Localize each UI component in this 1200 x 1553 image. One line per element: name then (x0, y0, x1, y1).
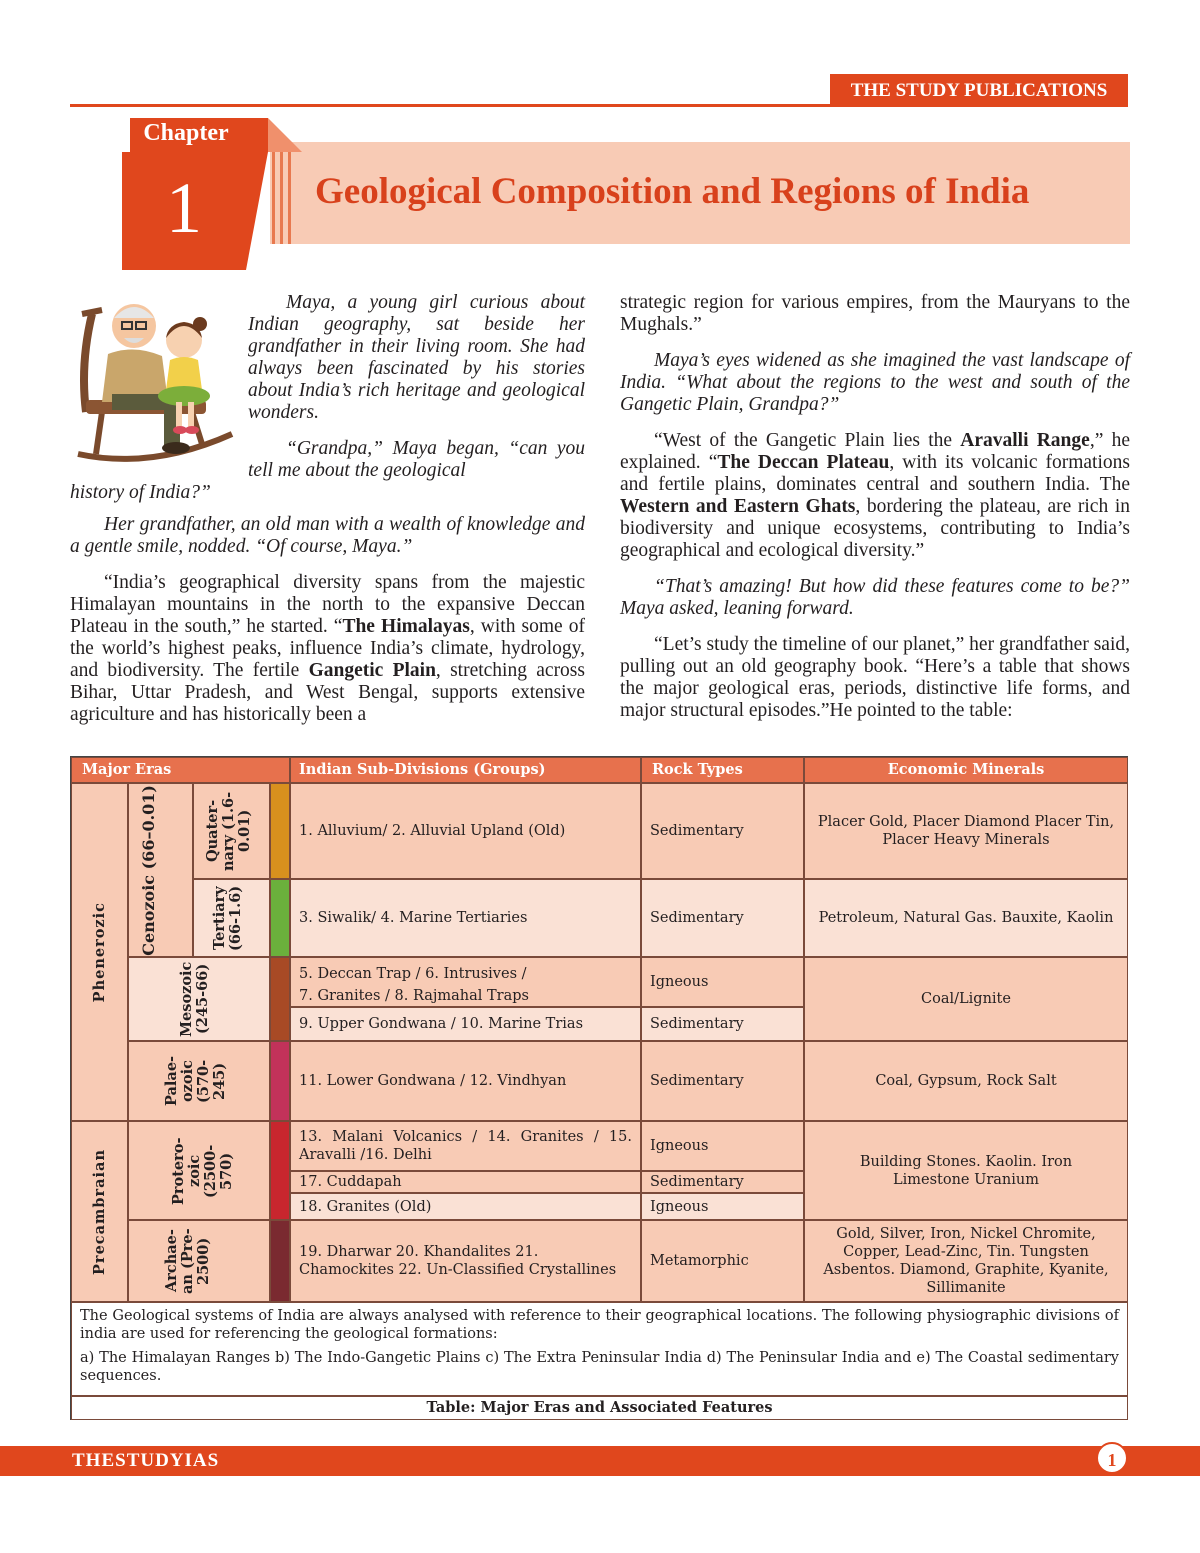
period-color-swatch (270, 957, 290, 1041)
table-cell: Coal, Gypsum, Rock Salt (804, 1041, 1128, 1121)
paragraph: “India’s geographical diversity spans from the majestic Himalayan mountains in the north to the expansive Deccan Plateau in the south,” he started. “The Himalayas, with some of the world’s highest peaks, influence India’s climate, hydrology, and biodiversity. The fertile Gangetic Plain, stretching across Bihar, Uttar Pradesh, and West Bengal, supports extensive agriculture and has historically been a (70, 572, 585, 725)
publisher-badge: THE STUDY PUBLICATIONS (830, 74, 1128, 107)
table-header: Major Eras (71, 757, 290, 783)
chapter-label: Chapter (143, 120, 229, 146)
column-left (70, 292, 585, 740)
table-cell: 18. Granites (Old) (290, 1193, 641, 1220)
paragraph: “Let’s study the timeline of our planet,” her grandfather said, pulling out an old geography book. “Here’s a table that shows the major geological eras, periods, distinctive life forms, and major structural episodes.”He pointed to the table: (620, 634, 1130, 721)
footer-brand: THESTUDYIAS (72, 1450, 220, 1471)
table-cell: 13. Malani Volcanics / 14. Granites / 15. Aravalli /16. Delhi (290, 1121, 641, 1171)
paragraph: Maya’s eyes widened as she imagined the vast landscape of India. “What about the regions to the west and south of the Gangetic Plain, Grandpa?” (620, 350, 1130, 415)
table-cell: Igneous (641, 1193, 804, 1220)
table-cell: Gold, Silver, Iron, Nickel Chromite, Copper, Lead-Zinc, Tin. Tungsten Asbentos. Diamond, Graphite, Kyanite, Sillimanite (804, 1220, 1128, 1302)
period-color-swatch (270, 1121, 290, 1220)
table-cell: Coal/Lignite (804, 957, 1128, 1041)
era-cell: Precambraian (71, 1121, 128, 1302)
table-cell: Placer Gold, Placer Diamond Placer Tin, Placer Heavy Minerals (804, 783, 1128, 879)
table-cell: Sedimentary (641, 783, 804, 879)
chapter-title: Geological Composition and Regions of India (315, 171, 1030, 212)
table-cell: Igneous (641, 1121, 804, 1171)
table-header: Rock Types (641, 757, 804, 783)
table-cell: Metamorphic (641, 1220, 804, 1302)
paragraph: Her grandfather, an old man with a wealth of knowledge and a gentle smile, nodded. “Of course, Maya.” (70, 514, 585, 557)
sub-era-cell: Tertiary (66-1.6) (193, 879, 270, 957)
title-stripe (288, 142, 291, 244)
paragraph: strategic region for various empires, from the Mauryans to the Mughals.” (620, 292, 1130, 335)
table-header: Indian Sub-Divisions (Groups) (290, 757, 641, 783)
period-color-swatch (270, 1041, 290, 1121)
table-cell: Sedimentary (641, 879, 804, 957)
table-cell: Sedimentary (641, 1007, 804, 1041)
table-cell: 9. Upper Gondwana / 10. Marine Trias (290, 1007, 641, 1041)
chapter-number: 1 (166, 168, 202, 248)
table-cell: Igneous (641, 957, 804, 1007)
table-cell: 5. Deccan Trap / 6. Intrusives / 7. Granites / 8. Rajmahal Traps (290, 957, 641, 1007)
paragraph: “That’s amazing! But how did these features come to be?” Maya asked, leaning forward. (620, 576, 1130, 619)
chapter-box-slant (246, 152, 274, 270)
table-cell: Sedimentary (641, 1041, 804, 1121)
table-cell: 11. Lower Gondwana / 12. Vindhyan (290, 1041, 641, 1121)
geological-eras-table (70, 756, 1128, 1420)
paragraph: history of India?” (70, 482, 211, 503)
sub-era-cell: Protero-zoic (2500-570) (128, 1121, 270, 1220)
paragraph: Maya, a young girl curious about Indian geography, sat beside her grandfather in their living room. She had always been fascinated by his stories about India’s rich heritage and geological wonders. (248, 292, 585, 423)
page-number: 1 (1096, 1442, 1128, 1474)
table-cell: Sedimentary (641, 1171, 804, 1193)
table-caption: Table: Major Eras and Associated Features (71, 1396, 1128, 1420)
title-stripe (280, 142, 283, 244)
sub-era-cell: Archae-an (Pre-2500) (128, 1220, 270, 1302)
table-cell: 1. Alluvium/ 2. Alluvial Upland (Old) (290, 783, 641, 879)
paragraph: “Grandpa,” Maya began, “can you tell me about the geological (248, 438, 585, 481)
paragraph: “West of the Gangetic Plain lies the Aravalli Range,” he explained. “The Deccan Plateau, with its volcanic formations and fertile plains, dominates central and southern India. The Western and Eastern Ghats, bordering the plateau, are rich in biodiversity and unique ecosystems, contributing to India’s geographical and ecological diversity.” (620, 430, 1130, 561)
sub-era-cell: Quater-nary (1.6-0.01) (193, 783, 270, 879)
table-cell: 17. Cuddapah (290, 1171, 641, 1193)
table-cell: Building Stones. Kaolin. Iron Limestone Uranium (804, 1121, 1128, 1220)
table-cell: 19. Dharwar 20. Khandalites 21. Chamockites 22. Un-Classified Crystallines (290, 1220, 641, 1302)
column-right (620, 292, 1130, 736)
era-cell: Phenerozic (71, 783, 128, 1121)
table-cell: Petroleum, Natural Gas. Bauxite, Kaolin (804, 879, 1128, 957)
period-color-swatch (270, 1220, 290, 1302)
table-header: Economic Minerals (804, 757, 1128, 783)
table-note: The Geological systems of India are always analysed with reference to their geographical locations. The following physiographic divisions of india are used for referencing the geological formations: a) The Himalayan Ranges b) The Indo-Gangetic Plains c) The Extra Peninsular India d) The Peninsular India and e) The Coastal sedimentary sequences. (71, 1302, 1128, 1396)
sub-era-cell: Palae-ozoic (570-245) (128, 1041, 270, 1121)
period-color-swatch (270, 783, 290, 879)
period-color-swatch (270, 879, 290, 957)
sub-era-cell: Cenozoic (66–0.01) (128, 783, 193, 957)
table-cell: 3. Siwalik/ 4. Marine Tertiaries (290, 879, 641, 957)
sub-era-cell: Mesozoic (245-66) (128, 957, 270, 1041)
